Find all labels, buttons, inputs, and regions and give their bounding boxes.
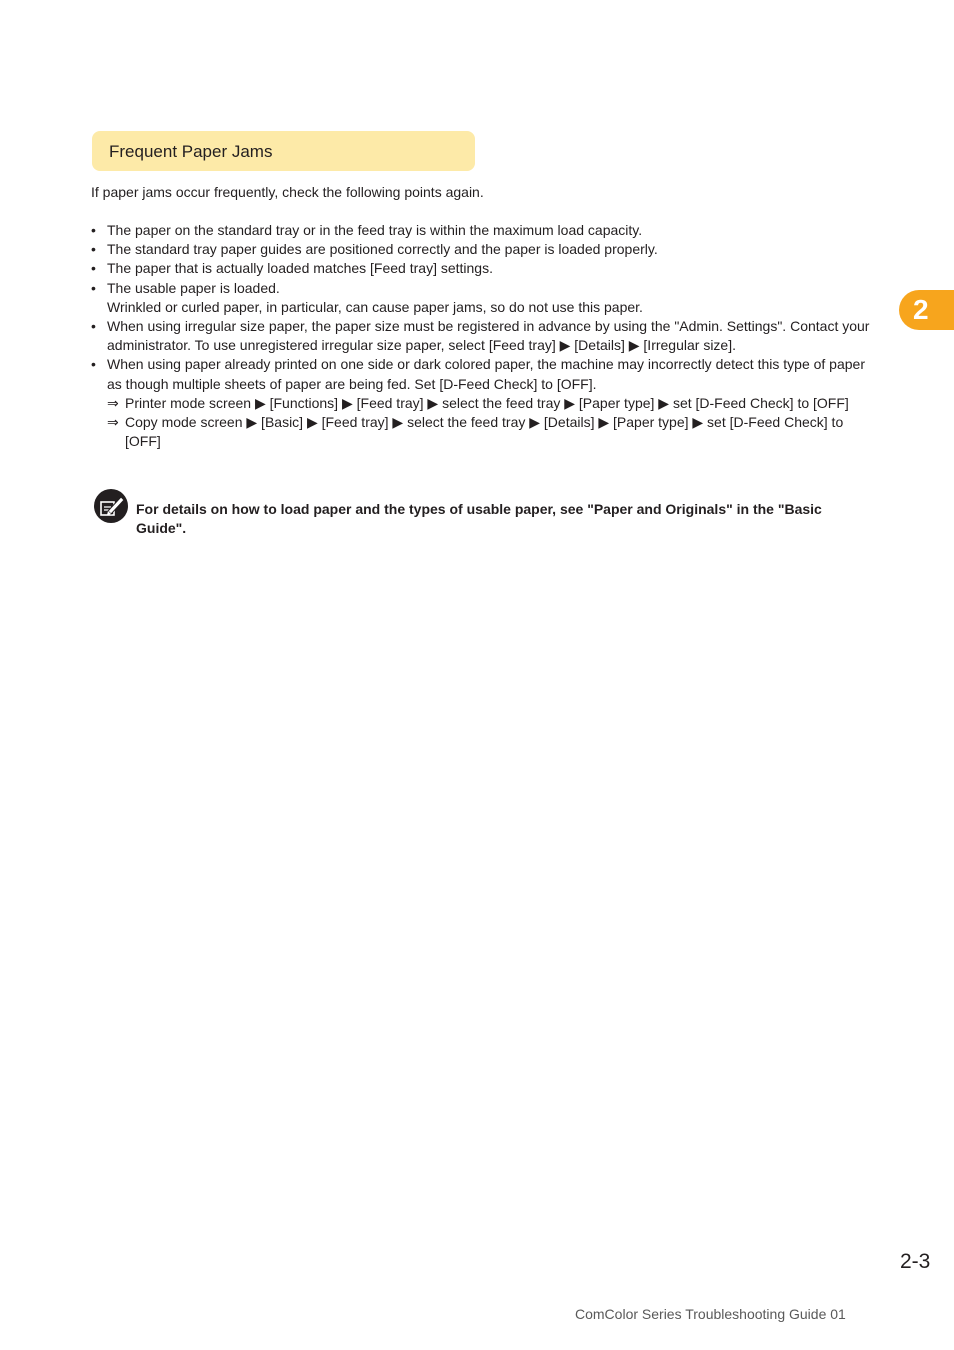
list-item-text: The paper on the standard tray or in the feed tray is within the maximum load capacity. <box>107 222 643 238</box>
list-item-text: The standard tray paper guides are positioned correctly and the paper is loaded properly. <box>107 241 658 258</box>
procedure-step-text: Copy mode screen ▶ [Basic] ▶ [Feed tray] ▶ select the feed tray ▶ [Details] ▶ [Paper type] ▶ set [D-Feed Check] to [OFF] <box>125 414 844 450</box>
arrow-icon: ⇒ <box>107 414 119 431</box>
list-item <box>91 259 871 278</box>
bullet-glyph: • <box>91 279 96 296</box>
list-item <box>91 317 871 355</box>
section-heading <box>92 131 475 171</box>
arrow-icon: ⇒ <box>107 394 119 411</box>
pencil-note-icon <box>94 489 128 523</box>
procedure-step-text: Printer mode screen ▶ [Functions] ▶ [Feed tray] ▶ select the feed tray ▶ [Paper type] ▶ set [D-Feed Check] to [OFF] <box>125 394 849 411</box>
procedure-step <box>107 413 871 451</box>
bullet-glyph: • <box>91 318 96 335</box>
bullet-glyph: • <box>91 241 96 258</box>
procedure-step <box>107 394 871 413</box>
list-item <box>91 279 871 317</box>
footer-text: ComColor Series Troubleshooting Guide 01 <box>575 1306 846 1322</box>
bullet-glyph: • <box>91 356 96 373</box>
checklist <box>91 221 871 451</box>
chapter-number: 2 <box>913 294 929 325</box>
list-item-text: When using paper already printed on one side or dark colored paper, the machine may incorrectly detect this type of paper as though multiple sheets of paper are being fed. Set [D-Feed Check] to [OFF]. <box>107 356 865 392</box>
chapter-tab <box>899 290 954 330</box>
list-item-text: The paper that is actually loaded matches [Feed tray] settings. <box>107 260 493 277</box>
note-text: For details on how to load paper and the types of usable paper, see "Paper and Originals" in the "Basic Guide". <box>136 501 822 536</box>
list-item-text: The usable paper is loaded. <box>107 279 280 296</box>
list-item <box>91 221 871 240</box>
list-item <box>91 355 871 451</box>
bullet-glyph: • <box>91 222 96 238</box>
page-number: 2-3 <box>900 1250 931 1273</box>
bullet-glyph: • <box>91 260 96 277</box>
intro-text: If paper jams occur frequently, check the following points again. <box>91 184 484 200</box>
list-item-text: Wrinkled or curled paper, in particular, can cause paper jams, so do not use this paper. <box>107 298 643 315</box>
list-item <box>91 240 871 259</box>
section-title: Frequent Paper Jams <box>109 142 273 161</box>
list-item-text: When using irregular size paper, the paper size must be registered in advance by using the "Admin. Settings". Contact your administrator. To use unregistered irregular size paper, select [Feed tray] ▶ [Details] ▶ [Irregular size]. <box>107 318 870 354</box>
